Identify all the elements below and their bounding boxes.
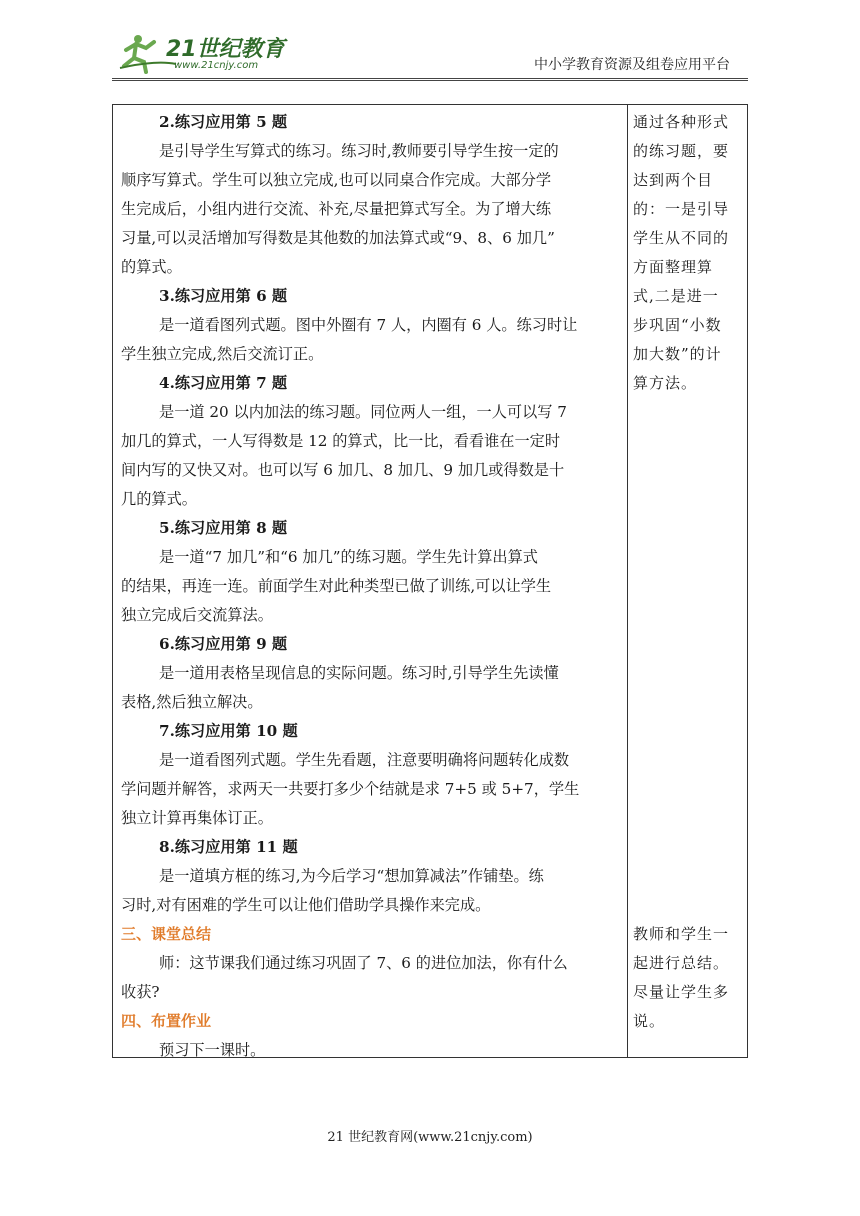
paragraph-line: 是一道“7 加几”和“6 加几”的练习题。学生先计算出算式: [159, 548, 538, 566]
paragraph-line: 收获?: [121, 983, 160, 1001]
note-line: 教师和学生一: [633, 925, 730, 943]
paragraph-line: 师：这节课我们通过练习巩固了 7、6 的进位加法，你有什么: [159, 954, 568, 972]
paragraph-line: 习时,对有困难的学生可以让他们借助学具操作来完成。: [121, 896, 491, 914]
section-heading: 四、布置作业: [121, 1012, 212, 1030]
site-logo[interactable]: [116, 30, 286, 78]
section-heading: 三、课堂总结: [121, 925, 212, 943]
paragraph-line: 习量,可以灵活增加写得数是其他数的加法算式或“9、8、6 加几”: [121, 229, 555, 247]
note-line: 加大数”的计: [633, 345, 722, 363]
note-line: 的：一是引导: [633, 200, 730, 218]
platform-name: 中小学教育资源及组卷应用平台: [534, 57, 730, 73]
note-line: 尽量让学生多: [633, 983, 730, 1001]
paragraph-line: 的结果，再连一连。前面学生对此种类型已做了训练,可以让学生: [121, 577, 552, 595]
note-line: 算方法。: [633, 374, 698, 392]
paragraph-line: 几的算式。: [121, 490, 197, 508]
paragraph-line: 是一道填方框的练习,为今后学习“想加算减法”作铺垫。练: [159, 867, 544, 885]
header-rule-secondary: [112, 80, 748, 81]
page-header: [112, 30, 748, 88]
paragraph-line: 预习下一课时。: [159, 1041, 266, 1059]
exercise-heading: 4.练习应用第 7 题: [159, 374, 288, 392]
paragraph-line: 是一道看图列式题。学生先看题，注意要明确将问题转化成数: [159, 751, 570, 769]
paragraph-line: 是一道 20 以内加法的练习题。同位两人一组，一人可以写 7: [159, 403, 567, 421]
lesson-table: [112, 104, 748, 1058]
logo-url: www.21cnjy.com: [174, 60, 259, 71]
notes-practice: [633, 108, 745, 398]
paragraph-line: 顺序写算式。学生可以独立完成,也可以同桌合作完成。大部分学: [121, 171, 552, 189]
paragraph-line: 学生独立完成,然后交流订正。: [121, 345, 324, 363]
paragraph-line: 加几的算式，一人写得数是 12 的算式，比一比，看看谁在一定时: [121, 432, 561, 450]
paragraph-line: 生完成后，小组内进行交流、补充,尽量把算式写全。为了增大练: [121, 200, 552, 218]
note-line: 的练习题，要: [633, 142, 730, 160]
note-line: 步巩固“小数: [633, 316, 722, 334]
note-line: 达到两个目: [633, 171, 714, 189]
note-line: 学生从不同的: [633, 229, 730, 247]
logo-title: 21世纪教育: [166, 37, 285, 62]
exercise-heading: 5.练习应用第 8 题: [159, 519, 288, 537]
exercise-heading: 3.练习应用第 6 题: [159, 287, 288, 305]
exercise-heading: 2.练习应用第 5 题: [159, 113, 288, 131]
note-line: 说。: [633, 1012, 666, 1030]
paragraph-line: 是引导学生写算式的练习。练习时,教师要引导学生按一定的: [159, 142, 559, 160]
paragraph-line: 的算式。: [121, 258, 182, 276]
exercise-heading: 8.练习应用第 11 题: [159, 838, 298, 856]
paragraph-line: 是一道用表格呈现信息的实际问题。练习时,引导学生先读懂: [159, 664, 559, 682]
note-line: 起进行总结。: [633, 954, 730, 972]
column-divider: [627, 105, 628, 1057]
header-rule: [112, 78, 748, 79]
paragraph-line: 学问题并解答，求两天一共要打多少个结就是求 7+5 或 5+7，学生: [121, 780, 580, 798]
exercise-heading: 6.练习应用第 9 题: [159, 635, 288, 653]
paragraph-line: 间内写的又快又对。也可以写 6 加几、8 加几、9 加几或得数是十: [121, 461, 565, 479]
paragraph-line: 是一道看图列式题。图中外圈有 7 人，内圈有 6 人。练习时让: [159, 316, 578, 334]
page-footer: 21 世纪教育网(www.21cnjy.com): [327, 1130, 533, 1145]
note-line: 通过各种形式: [633, 113, 730, 131]
paragraph-line: 表格,然后独立解决。: [121, 693, 263, 711]
paragraph-line: 独立完成后交流算法。: [121, 606, 273, 624]
paragraph-line: 独立计算再集体订正。: [121, 809, 273, 827]
note-line: 式,二是进一: [633, 287, 719, 305]
exercise-heading: 7.练习应用第 10 题: [159, 722, 298, 740]
note-line: 方面整理算: [633, 258, 714, 276]
notes-summary: [633, 920, 745, 1036]
lesson-content-column: [121, 108, 621, 1065]
